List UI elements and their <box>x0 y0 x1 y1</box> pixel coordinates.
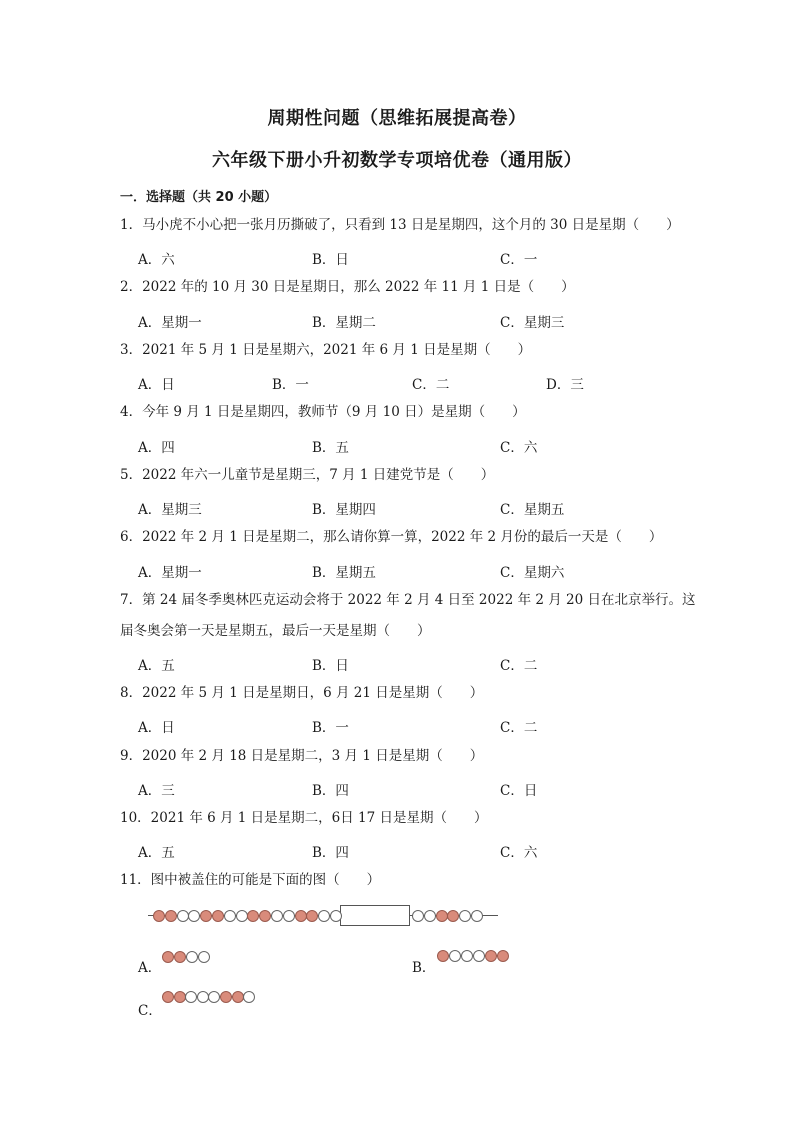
q1-option-c[interactable]: C．一 <box>500 252 538 268</box>
white-bead <box>461 950 473 962</box>
white-bead <box>459 910 471 922</box>
red-bead <box>306 910 318 922</box>
red-bead <box>436 910 448 922</box>
white-bead <box>243 991 255 1003</box>
white-bead <box>473 950 485 962</box>
white-bead <box>185 991 197 1003</box>
red-bead <box>497 950 509 962</box>
q8-option-b[interactable]: B．一 <box>312 720 349 736</box>
q2-option-b[interactable]: B．星期二 <box>312 315 376 331</box>
q5-option-c[interactable]: C．星期五 <box>500 502 565 518</box>
q8-option-c[interactable]: C．二 <box>500 720 538 736</box>
white-bead <box>330 910 342 922</box>
question-1: 1．马小虎不小心把一张月历撕破了，只看到 13 日是星期四，这个月的 30 日是星期（ ） <box>120 217 680 233</box>
white-bead <box>236 910 248 922</box>
q1-option-b[interactable]: B．日 <box>312 252 349 268</box>
red-bead <box>174 951 186 963</box>
question-5: 5．2022 年六一儿童节是星期三，7 月 1 日建党节是（ ） <box>120 467 495 483</box>
red-bead <box>437 950 449 962</box>
q10-option-b[interactable]: B．四 <box>312 845 349 861</box>
section-heading: 一．选择题（共 20 小题） <box>120 190 278 205</box>
red-bead <box>232 991 244 1003</box>
q6-option-c[interactable]: C．星期六 <box>500 565 565 581</box>
q7-option-b[interactable]: B．日 <box>312 658 349 674</box>
q8-option-a[interactable]: A．日 <box>138 720 175 736</box>
red-bead <box>162 991 174 1003</box>
white-bead <box>424 910 436 922</box>
question-3: 3．2021 年 5 月 1 日是星期六，2021 年 6 月 1 日是星期（ ） <box>120 342 532 358</box>
q4-option-b[interactable]: B．五 <box>312 440 349 456</box>
white-bead <box>283 910 295 922</box>
question-11: 11．图中被盖住的可能是下面的图（ ） <box>120 872 381 888</box>
white-bead <box>188 910 200 922</box>
white-bead <box>449 950 461 962</box>
white-bead <box>271 910 283 922</box>
red-bead <box>247 910 259 922</box>
page-subtitle: 六年级下册小升初数学专项培优卷（通用版） <box>212 150 582 171</box>
white-bead <box>412 910 424 922</box>
red-bead <box>220 991 232 1003</box>
white-bead <box>318 910 330 922</box>
red-bead <box>200 910 212 922</box>
white-bead <box>208 991 220 1003</box>
page-title: 周期性问题（思维拓展提高卷） <box>267 108 527 129</box>
question-7-line-2: 届冬奥会第一天是星期五，最后一天是星期（ ） <box>120 623 431 639</box>
q10-option-a[interactable]: A．五 <box>138 845 175 861</box>
white-bead <box>197 991 209 1003</box>
q11-option-c[interactable]: C． <box>138 1003 162 1019</box>
q2-option-a[interactable]: A．星期一 <box>138 315 202 331</box>
q5-option-b[interactable]: B．星期四 <box>312 502 376 518</box>
question-4: 4．今年 9 月 1 日是星期四，教师节（9 月 10 日）是星期（ ） <box>120 404 526 420</box>
white-bead <box>177 910 189 922</box>
white-bead <box>471 910 483 922</box>
white-bead <box>224 910 236 922</box>
question-8: 8．2022 年 5 月 1 日是星期日，6 月 21 日是星期（ ） <box>120 685 484 701</box>
q7-option-c[interactable]: C．二 <box>500 658 538 674</box>
bead-string-figure <box>148 904 498 928</box>
q4-option-c[interactable]: C．六 <box>500 440 538 456</box>
red-bead <box>212 910 224 922</box>
covered-box <box>340 905 410 926</box>
q3-option-a[interactable]: A．日 <box>138 377 175 393</box>
question-2: 2．2022 年的 10 月 30 日是星期日，那么 2022 年 11 月 1 日是（ ） <box>120 279 575 295</box>
question-10: 10．2021 年 6 月 1 日是星期二，6日 17 日是星期（ ） <box>120 810 488 826</box>
question-7: 7．第 24 届冬季奥林匹克运动会将于 2022 年 2 月 4 日至 2022 年 2 月 20 日在北京举行。这 <box>120 592 696 608</box>
q4-option-a[interactable]: A．四 <box>138 440 175 456</box>
question-6: 6．2022 年 2 月 1 日是星期二，那么请你算一算，2022 年 2 月份的最后一天是（ ） <box>120 529 663 545</box>
red-bead <box>165 910 177 922</box>
q11-option-b[interactable]: B． <box>412 960 436 976</box>
q7-option-a[interactable]: A．五 <box>138 658 175 674</box>
white-bead <box>186 951 198 963</box>
q9-option-c[interactable]: C．日 <box>500 783 538 799</box>
q6-option-a[interactable]: A．星期一 <box>138 565 202 581</box>
q5-option-a[interactable]: A．星期三 <box>138 502 202 518</box>
q1-option-a[interactable]: A．六 <box>138 252 175 268</box>
red-bead <box>447 910 459 922</box>
red-bead <box>259 910 271 922</box>
red-bead <box>174 991 186 1003</box>
q2-option-c[interactable]: C．星期三 <box>500 315 565 331</box>
red-bead <box>485 950 497 962</box>
red-bead <box>162 951 174 963</box>
q3-option-d[interactable]: D．三 <box>546 377 584 393</box>
red-bead <box>295 910 307 922</box>
q11-option-a[interactable]: A． <box>138 960 162 976</box>
q3-option-c[interactable]: C．二 <box>412 377 450 393</box>
q9-option-a[interactable]: A．三 <box>138 783 175 799</box>
q10-option-c[interactable]: C．六 <box>500 845 538 861</box>
red-bead <box>153 910 165 922</box>
q11-option-c-beads <box>162 991 262 1005</box>
question-9: 9．2020 年 2 月 18 日是星期二，3 月 1 日是星期（ ） <box>120 748 484 764</box>
q3-option-b[interactable]: B．一 <box>272 377 309 393</box>
white-bead <box>198 951 210 963</box>
q11-option-a-beads <box>162 951 222 965</box>
q6-option-b[interactable]: B．星期五 <box>312 565 376 581</box>
q11-option-b-beads <box>437 950 517 964</box>
q9-option-b[interactable]: B．四 <box>312 783 349 799</box>
